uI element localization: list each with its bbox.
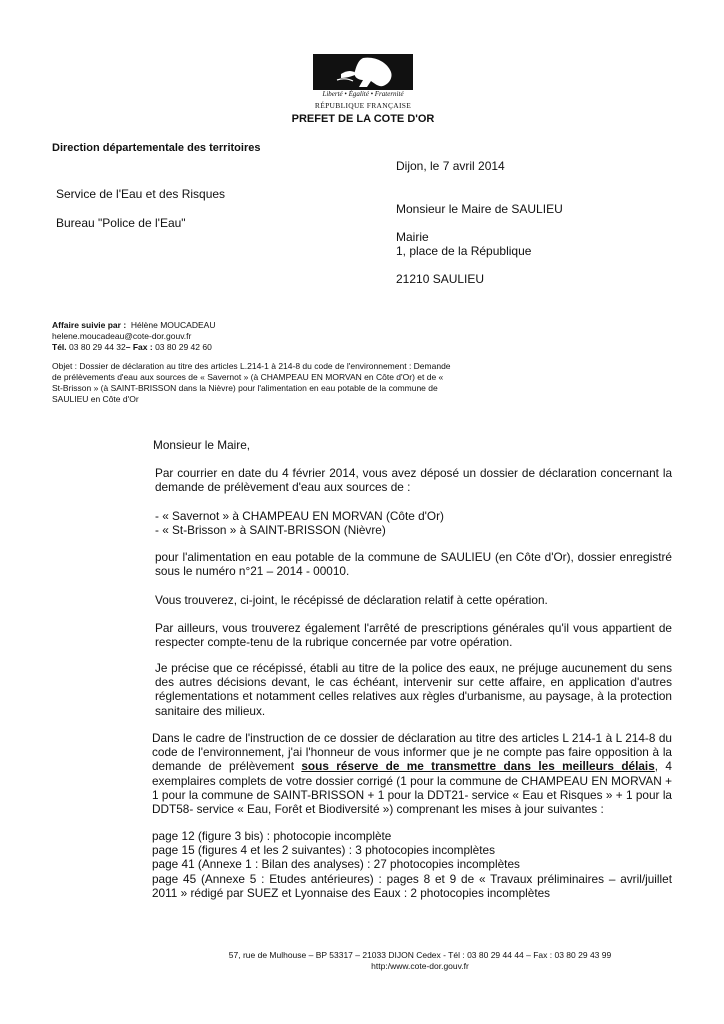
recipient-postcode: 21210 SAULIEU (396, 272, 485, 286)
list-item: page 45 (Annexe 5 : Etudes antérieures) : pages 8 et 9 de « Travaux préliminaires – avril/juillet 2011 » rédigé par SUEZ et Lyonnaise des Eaux : 2 photocopies incomplètes (152, 871, 672, 900)
paragraph-4: Par ailleurs, vous trouverez également l'arrêté de prescriptions générales qu'il vous appartient de respecter compte-tenu de la rubrique concernée par votre opération. (155, 621, 672, 650)
tel-label: Tél. (52, 342, 67, 352)
contact-email[interactable]: helene.moucadeau@cote-dor.gouv.fr (52, 331, 192, 341)
republic-motto: Liberté • Égalité • Fraternité (322, 90, 404, 98)
paragraph-2: pour l'alimentation en eau potable de la commune de SAULIEU (en Côte d'Or), dossier enregistré sous le numéro n°21 – 2014 - 00010. (155, 550, 672, 579)
recipient-addressee: Monsieur le Maire de SAULIEU (396, 202, 563, 216)
contact-name: Hélène MOUCADEAU (130, 320, 216, 330)
paragraph-6 (152, 731, 672, 816)
list-item: page 41 (Annexe 1 : Bilan des analyses) : 27 photocopies incomplètes (152, 857, 520, 872)
contact-phones (52, 342, 215, 353)
fax-label: – Fax : (125, 342, 153, 352)
bullet-savernot: - « Savernot » à CHAMPEAU EN MORVAN (Côte d'Or) (155, 509, 444, 523)
paragraph-1: Par courrier en date du 4 février 2014, vous avez déposé un dossier de déclaration concernant la demande de prélèvement d'eau aux sources de : (155, 466, 672, 495)
bureau-name: Bureau "Police de l'Eau" (56, 216, 186, 230)
footer (180, 950, 660, 972)
marianne-emblem-icon (313, 54, 413, 90)
prefet-title: PREFET DE LA COTE D'OR (291, 113, 435, 125)
recipient-line2: 1, place de la République (396, 244, 532, 258)
footer-url[interactable]: http:/www.cote-dor.gouv.fr (371, 961, 469, 971)
paragraph-6-start: Dans le cadre de l'instruction de ce dossier de déclaration au titre des articles L 214-1 à L 214-8 du code de l'environnement, j'ai l'honneur de vous informer que je ne compte pas faire opposition à la demande de prélèvement (152, 731, 672, 774)
letter-date: Dijon, le 7 avril 2014 (396, 159, 505, 173)
bullet-st-brisson: - « St-Brisson » à SAINT-BRISSON (Nièvre) (155, 523, 386, 537)
paragraph-6-end: , 4 exemplaires complets de votre dossier corrigé (1 pour la commune de CHAMPEAU EN MORVAN + 1 pour la commune de SAINT-BRISSON + 1 pour la DDT21- service « Eau et Risques » + 1 pour la DDT58- service « Eau, Forêt et Biodiversité ») comprenant les mises à jour suivantes : (152, 759, 672, 817)
paragraph-6-emphasis: sous réserve de me transmettre dans les meilleurs délais (301, 759, 655, 774)
contact-label: Affaire suivie par : (52, 320, 127, 330)
letter-subject: Objet : Dossier de déclaration au titre des articles L.214-1 à 214-8 du code de l'environnement : Demande de prélèvements d'eau aux sources de « Savernot » (à CHAMPEAU EN MORVAN en Côte d'Or) et de « St-Brisson » (à SAINT-BRISSON dans la Nièvre) pour l'alimentation en eau potable de la commune de SAULIEU en Côte d'Or (52, 361, 451, 404)
direction-title: Direction départementale des territoires (52, 142, 261, 154)
tel-number: 03 80 29 44 32 (69, 342, 126, 352)
list-item: page 15 (figures 4 et les 2 suivantes) : 3 photocopies incomplètes (152, 843, 495, 858)
recipient-line1: Mairie (396, 230, 429, 244)
salutation: Monsieur le Maire, (153, 438, 251, 452)
paragraph-3: Vous trouverez, ci-joint, le récépissé de déclaration relatif à cette opération. (155, 593, 548, 607)
paragraph-5: Je précise que ce récépissé, établi au titre de la police des eaux, ne préjuge aucunement du sens des autres décisions devant, le cas échéant, intervenir sur cette affaire, en application d'autres réglementations et notamment celles relatives aux règles d'urbanisme, au paysage, à la protection sanitaire des milieux. (155, 661, 672, 718)
marianne-logo (313, 54, 413, 90)
footer-address: 57, rue de Mulhouse – BP 53317 – 21033 DIJON Cedex - Tél : 03 80 29 44 44 – Fax : 03 80 29 43 99 (228, 950, 612, 960)
fax-number: 03 80 29 42 60 (155, 342, 212, 352)
contact-block (52, 320, 215, 353)
service-name: Service de l'Eau et des Risques (56, 187, 226, 201)
contact-line (52, 320, 215, 331)
corrections-list (152, 829, 672, 900)
republic-name: RÉPUBLIQUE FRANÇAISE (314, 101, 412, 110)
list-item: page 12 (figure 3 bis) : photocopie incomplète (152, 829, 392, 843)
